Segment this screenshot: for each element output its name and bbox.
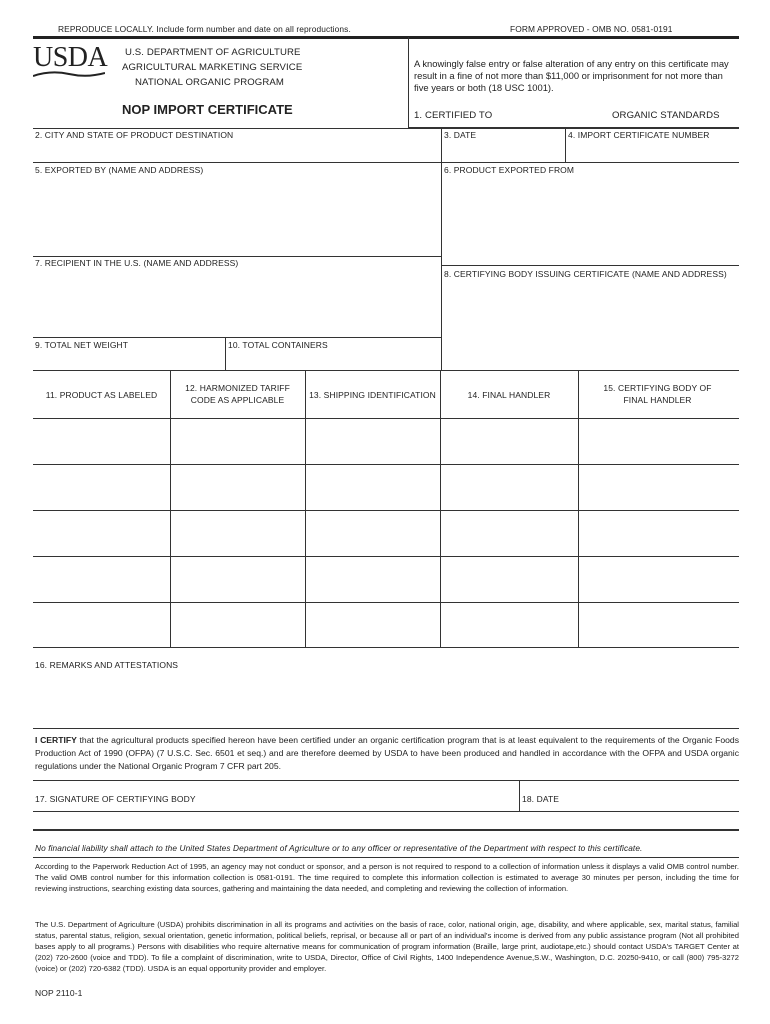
certify-text: that the agricultural products specified hereon have been certified under an organic certification program that is at least equivalent to the requirements of the Organic Foods Production Act of 1990 (OFPA) (7 U.S.C. Sec. 6501 et seq.) and are therefore deemed by USDA to have been produced and handled in accordance with the OFPA and USDA organic regulations under the National Organic Program 7 CFR part 205. [35, 735, 739, 771]
table-row-line [33, 510, 739, 511]
signature-top-line [33, 780, 739, 781]
total-net-weight-label: 9. TOTAL NET WEIGHT [35, 340, 129, 350]
liability-top-line [33, 829, 739, 831]
table-header-final-handler: 14. FINAL HANDLER [467, 390, 551, 400]
row4-top-line-right [441, 265, 739, 266]
top-rule [33, 36, 739, 39]
table-header-certifying-body: 15. CERTIFYING BODY OF FINAL HANDLER [603, 383, 712, 405]
table-col-divider-1 [170, 370, 171, 647]
paperwork-reduction-notice: According to the Paperwork Reduction Act of 1995, an agency may not conduct or sponsor, and a person is not required to respond to a collection of information unless it displays a valid OMB control number. The valid OMB control number for this information collection is 0581-0191. The time required to complete this information collection is estimated to average 30 minutes per person, including the time for reviewing instructions, searching existing data sources, gathering and maintaining the data needed, and completing and reviewing the collection of information. [35, 862, 739, 893]
certifying-body-label: 8. CERTIFYING BODY ISSUING CERTIFICATE (NAME AND ADDRESS) [444, 269, 727, 279]
header-divider [408, 37, 409, 128]
signature-bottom-line [33, 811, 739, 812]
product-exported-from-label: 6. PRODUCT EXPORTED FROM [444, 165, 575, 175]
agency-line-2: AGRICULTURAL MARKETING SERVICE [122, 62, 303, 73]
liability-bottom-line [33, 857, 739, 858]
organic-standards-label: ORGANIC STANDARDS [612, 110, 720, 121]
signature-divider [519, 780, 520, 811]
table-bottom-line [33, 647, 739, 648]
date-label: 3. DATE [444, 130, 477, 140]
table-header-product: 11. PRODUCT AS LABELED [45, 390, 158, 400]
remarks-bottom-line [33, 728, 739, 729]
table-col-divider-3 [440, 370, 441, 647]
table-row-line [33, 418, 739, 419]
signature-date-label: 18. DATE [522, 794, 560, 804]
exported-by-label: 5. EXPORTED BY (NAME AND ADDRESS) [35, 165, 204, 175]
row2-top-line [33, 128, 739, 129]
table-row-line [33, 556, 739, 557]
usda-logo-text: USDA [33, 42, 108, 73]
row2-divider-b [565, 128, 566, 163]
recipient-label: 7. RECIPIENT IN THE U.S. (NAME AND ADDRESS) [35, 258, 239, 268]
certification-statement [35, 734, 739, 773]
agency-line-3: NATIONAL ORGANIC PROGRAM [135, 77, 284, 88]
row4-top-line-left [33, 256, 441, 257]
row2-divider-a [441, 128, 442, 371]
table-col-divider-4 [578, 370, 579, 647]
import-cert-number-label: 4. IMPORT CERTIFICATE NUMBER [568, 130, 710, 140]
usda-logo-swoosh [33, 70, 105, 80]
false-entry-warning: A knowingly false entry or false alteration of any entry on this certificate may result in a fine of not more than $11,000 or imprisonment for not more than five years or both (18 USC 1001). [414, 58, 729, 93]
reproduce-note: REPRODUCE LOCALLY. Include form number and date on all reproductions. [58, 24, 351, 34]
usda-logo [33, 42, 108, 80]
table-row-line [33, 464, 739, 465]
table-row-line [33, 602, 739, 603]
row5-top-line [33, 337, 441, 338]
nondiscrimination-statement: The U.S. Department of Agriculture (USDA) prohibits discrimination in all its programs and activities on the basis of race, color, national origin, age, disability, and where applicable, sex, marital status, familial status, parental status, religion, sexual orientation, genetic information, political beliefs, reprisal, or because all or part of an individual's income is derived from any public assistance program (Not all prohibited bases apply to all programs.) Persons with disabilities who require alternative means for communication of program information (Braille, large print, audiotape,etc.) should contact USDA's TARGET Center at (202) 720-2600 (voice and TDD). To file a complaint of discrimination, write to USDA, Director, Office of Civil Rights, 1400 Independence Avenue,S.W., Washington, D.C. 20250-9410, or call (800) 795-3272 (voice) or (202) 720-6382 (TDD). USDA is an equal opportunity provider and employer. [35, 920, 739, 973]
table-header-shipping-id: 13. SHIPPING IDENTIFICATION [309, 390, 436, 400]
total-containers-label: 10. TOTAL CONTAINERS [228, 340, 328, 350]
city-state-label: 2. CITY AND STATE OF PRODUCT DESTINATION [35, 130, 234, 140]
table-header-tariff-code: 12. HARMONIZED TARIFF CODE AS APPLICABLE [185, 383, 290, 405]
certify-lead: I CERTIFY [35, 735, 77, 745]
remarks-label: 16. REMARKS AND ATTESTATIONS [35, 660, 179, 670]
row3-top-line [33, 162, 739, 163]
form-number: NOP 2110-1 [35, 988, 83, 998]
table-col-divider-2 [305, 370, 306, 647]
agency-line-1: U.S. DEPARTMENT OF AGRICULTURE [125, 47, 301, 58]
liability-statement: No financial liability shall attach to the United States Department of Agriculture or to any officer or representative of the Department with respect to this certificate. [35, 843, 643, 853]
row5-divider [225, 337, 226, 371]
form-title: NOP IMPORT CERTIFICATE [122, 102, 293, 117]
signature-label: 17. SIGNATURE OF CERTIFYING BODY [35, 794, 196, 804]
certified-to-label: 1. CERTIFIED TO [414, 110, 493, 121]
omb-note: FORM APPROVED - OMB NO. 0581-0191 [510, 24, 673, 34]
table-top-line [33, 370, 739, 371]
